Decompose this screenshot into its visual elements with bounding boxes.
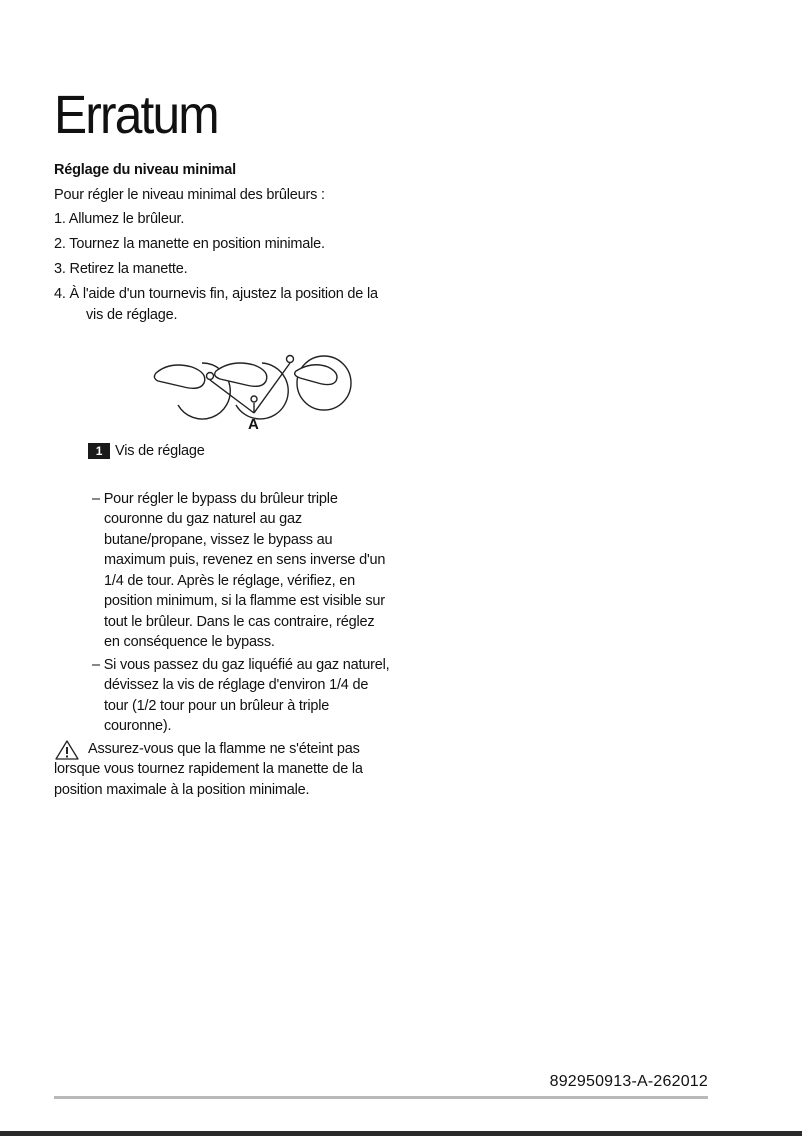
step-number: 1. [54, 211, 66, 227]
step-number: 4. [54, 286, 66, 302]
bypass-notes [86, 489, 394, 737]
document-code: 892950913-A-262012 [549, 1073, 708, 1090]
step-number: 2. [54, 236, 66, 252]
section-heading: Réglage du niveau minimal [54, 162, 236, 178]
step-text: À l'aide d'un tournevis fin, ajustez la position de la vis de réglage. [69, 286, 378, 323]
step-number: 3. [54, 261, 66, 277]
warning-text: Assurez-vous que la flamme ne s'éteint pas lorsque vous tournez rapidement la manette de la position maximale à la position minimale. [54, 740, 363, 798]
footer-divider [54, 1096, 708, 1099]
warning-triangle-icon [54, 739, 80, 761]
warning-paragraph [54, 739, 394, 801]
legend-number-badge: 1 [88, 443, 110, 459]
step-text: Allumez le brûleur. [68, 211, 185, 227]
note-item: – Pour régler le bypass du brûleur triple couronne du gaz naturel au gaz butane/propane, vissez le bypass au maximum puis, revenez en sens inverse d'un 1/4 de tour. Après le réglage, vérifiez, en position minimum, si la flamme est visible sur tout le brûleur. Dans le cas contraire, réglez en conséquence le bypass. [92, 490, 386, 650]
knob-shaft-right [295, 365, 337, 385]
step-item [54, 209, 394, 230]
step-text: Tournez la manette en position minimale. [69, 236, 325, 252]
screw-right [287, 356, 294, 363]
callout-label: A [248, 416, 259, 431]
step-item [54, 284, 394, 325]
figure-legend [88, 441, 394, 462]
page-bottom-edge [0, 1131, 802, 1136]
step-item [54, 234, 394, 255]
screw-left [207, 373, 214, 380]
adjustment-screw-diagram [150, 353, 355, 431]
steps-list [54, 209, 394, 325]
page-title: Erratum [54, 85, 218, 146]
section-min-level [54, 160, 394, 800]
screw-middle [251, 396, 257, 402]
knob-shaft-left [154, 365, 204, 388]
section-intro: Pour régler le niveau minimal des brûleurs : [54, 186, 325, 203]
note-item: – Si vous passez du gaz liquéfié au gaz naturel, dévissez la vis de réglage d'environ 1/4 de tour (1/2 tour pour un brûleur à triple couronne). [92, 656, 390, 734]
step-item [54, 259, 394, 280]
step-text: Retirez la manette. [69, 261, 188, 277]
legend-text: Vis de réglage [115, 443, 205, 459]
knob-shaft-middle [215, 363, 267, 386]
